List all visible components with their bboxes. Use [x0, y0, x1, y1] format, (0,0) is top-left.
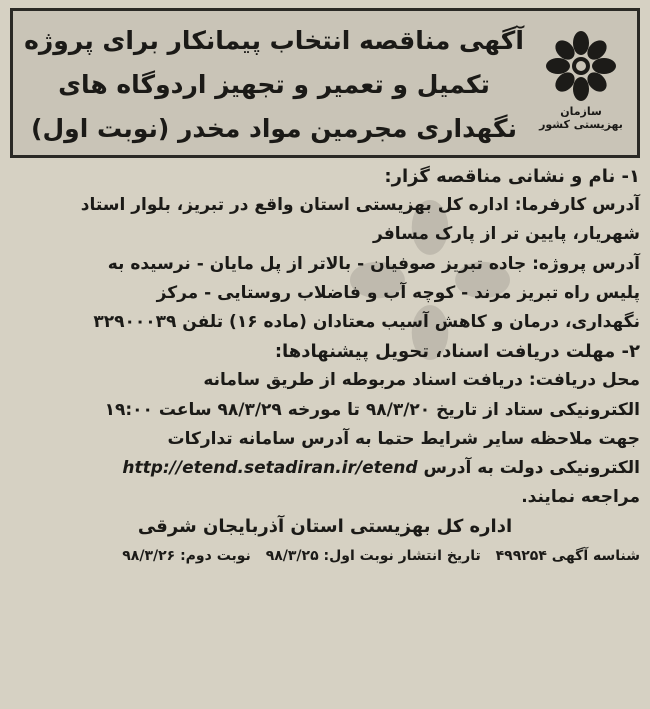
documents-line-4-text: الکترونیکی دولت به آدرس [423, 458, 640, 479]
documents-line-1: محل دریافت: دریافت اسناد مربوطه از طریق سامانه [203, 370, 640, 391]
title-line-1: آگهی مناقصه انتخاب پیمانکار برای پروژه [24, 26, 524, 55]
employer-address-line-2: شهریار، پایین تر از پارک مسافر [373, 224, 640, 245]
logo-caption: سازمان بهزیستی کشور [539, 105, 623, 131]
second-publish-date: نوبت دوم: ۹۸/۳/۲۶ [122, 547, 251, 564]
employer-address-line-1: آدرس کارفرما: اداره کل بهزیستی استان واقع در تبریز، بلوار استاد [80, 195, 640, 216]
header-box [10, 8, 640, 158]
project-address-line-2: پلیس راه تبریز مرند - کوچه آب و فاضلاب روستایی - مرکز [156, 282, 640, 303]
tender-website-link[interactable]: http://etend.setadiran.ir/etend [122, 458, 418, 479]
section-2-heading: ۲- مهلت دریافت اسناد، تحویل پیشنهادها: [274, 341, 640, 363]
organization-logo [535, 31, 627, 141]
documents-closing: مراجعه نمایند. [521, 487, 640, 508]
issuer-signature: اداره کل بهزیستی استان آذربایجان شرقی [137, 516, 513, 538]
title-line-3: نگهداری مجرمین مواد مخدر (نوبت اول) [31, 114, 517, 143]
documents-line-2: الکترونیکی ستاد از تاریخ ۹۸/۳/۲۰ تا مورخه ۹۸/۳/۲۹ ساعت ۱۹:۰۰ [104, 399, 640, 420]
project-address-line-1: آدرس پروژه: جاده تبریز صوفیان - بالاتر از پل مایان - نرسیده به [107, 253, 640, 274]
flower-logo-icon [546, 31, 616, 101]
notice-body [10, 162, 640, 703]
project-address-line-3: نگهداری، درمان و کاهش آسیب معتادان (ماده ۱۶) تلفن ۳۲۹۰۰۰۳۹ [93, 312, 640, 333]
page-title [23, 19, 525, 151]
section-1-heading: ۱- نام و نشانی مناقصه گزار: [384, 166, 640, 187]
title-line-2: تکمیل و تعمیر و تجهیز اردوگاه های [58, 70, 490, 99]
first-publish-date: تاریخ انتشار نوبت اول: ۹۸/۳/۲۵ [265, 547, 481, 564]
ad-id: شناسه آگهی ۴۹۹۲۵۴ [495, 547, 640, 564]
documents-line-3: جهت ملاحظه سایر شرایط حتما به آدرس سامانه تدارکات [167, 428, 640, 449]
footer [10, 542, 640, 571]
documents-line-4 [10, 454, 640, 483]
